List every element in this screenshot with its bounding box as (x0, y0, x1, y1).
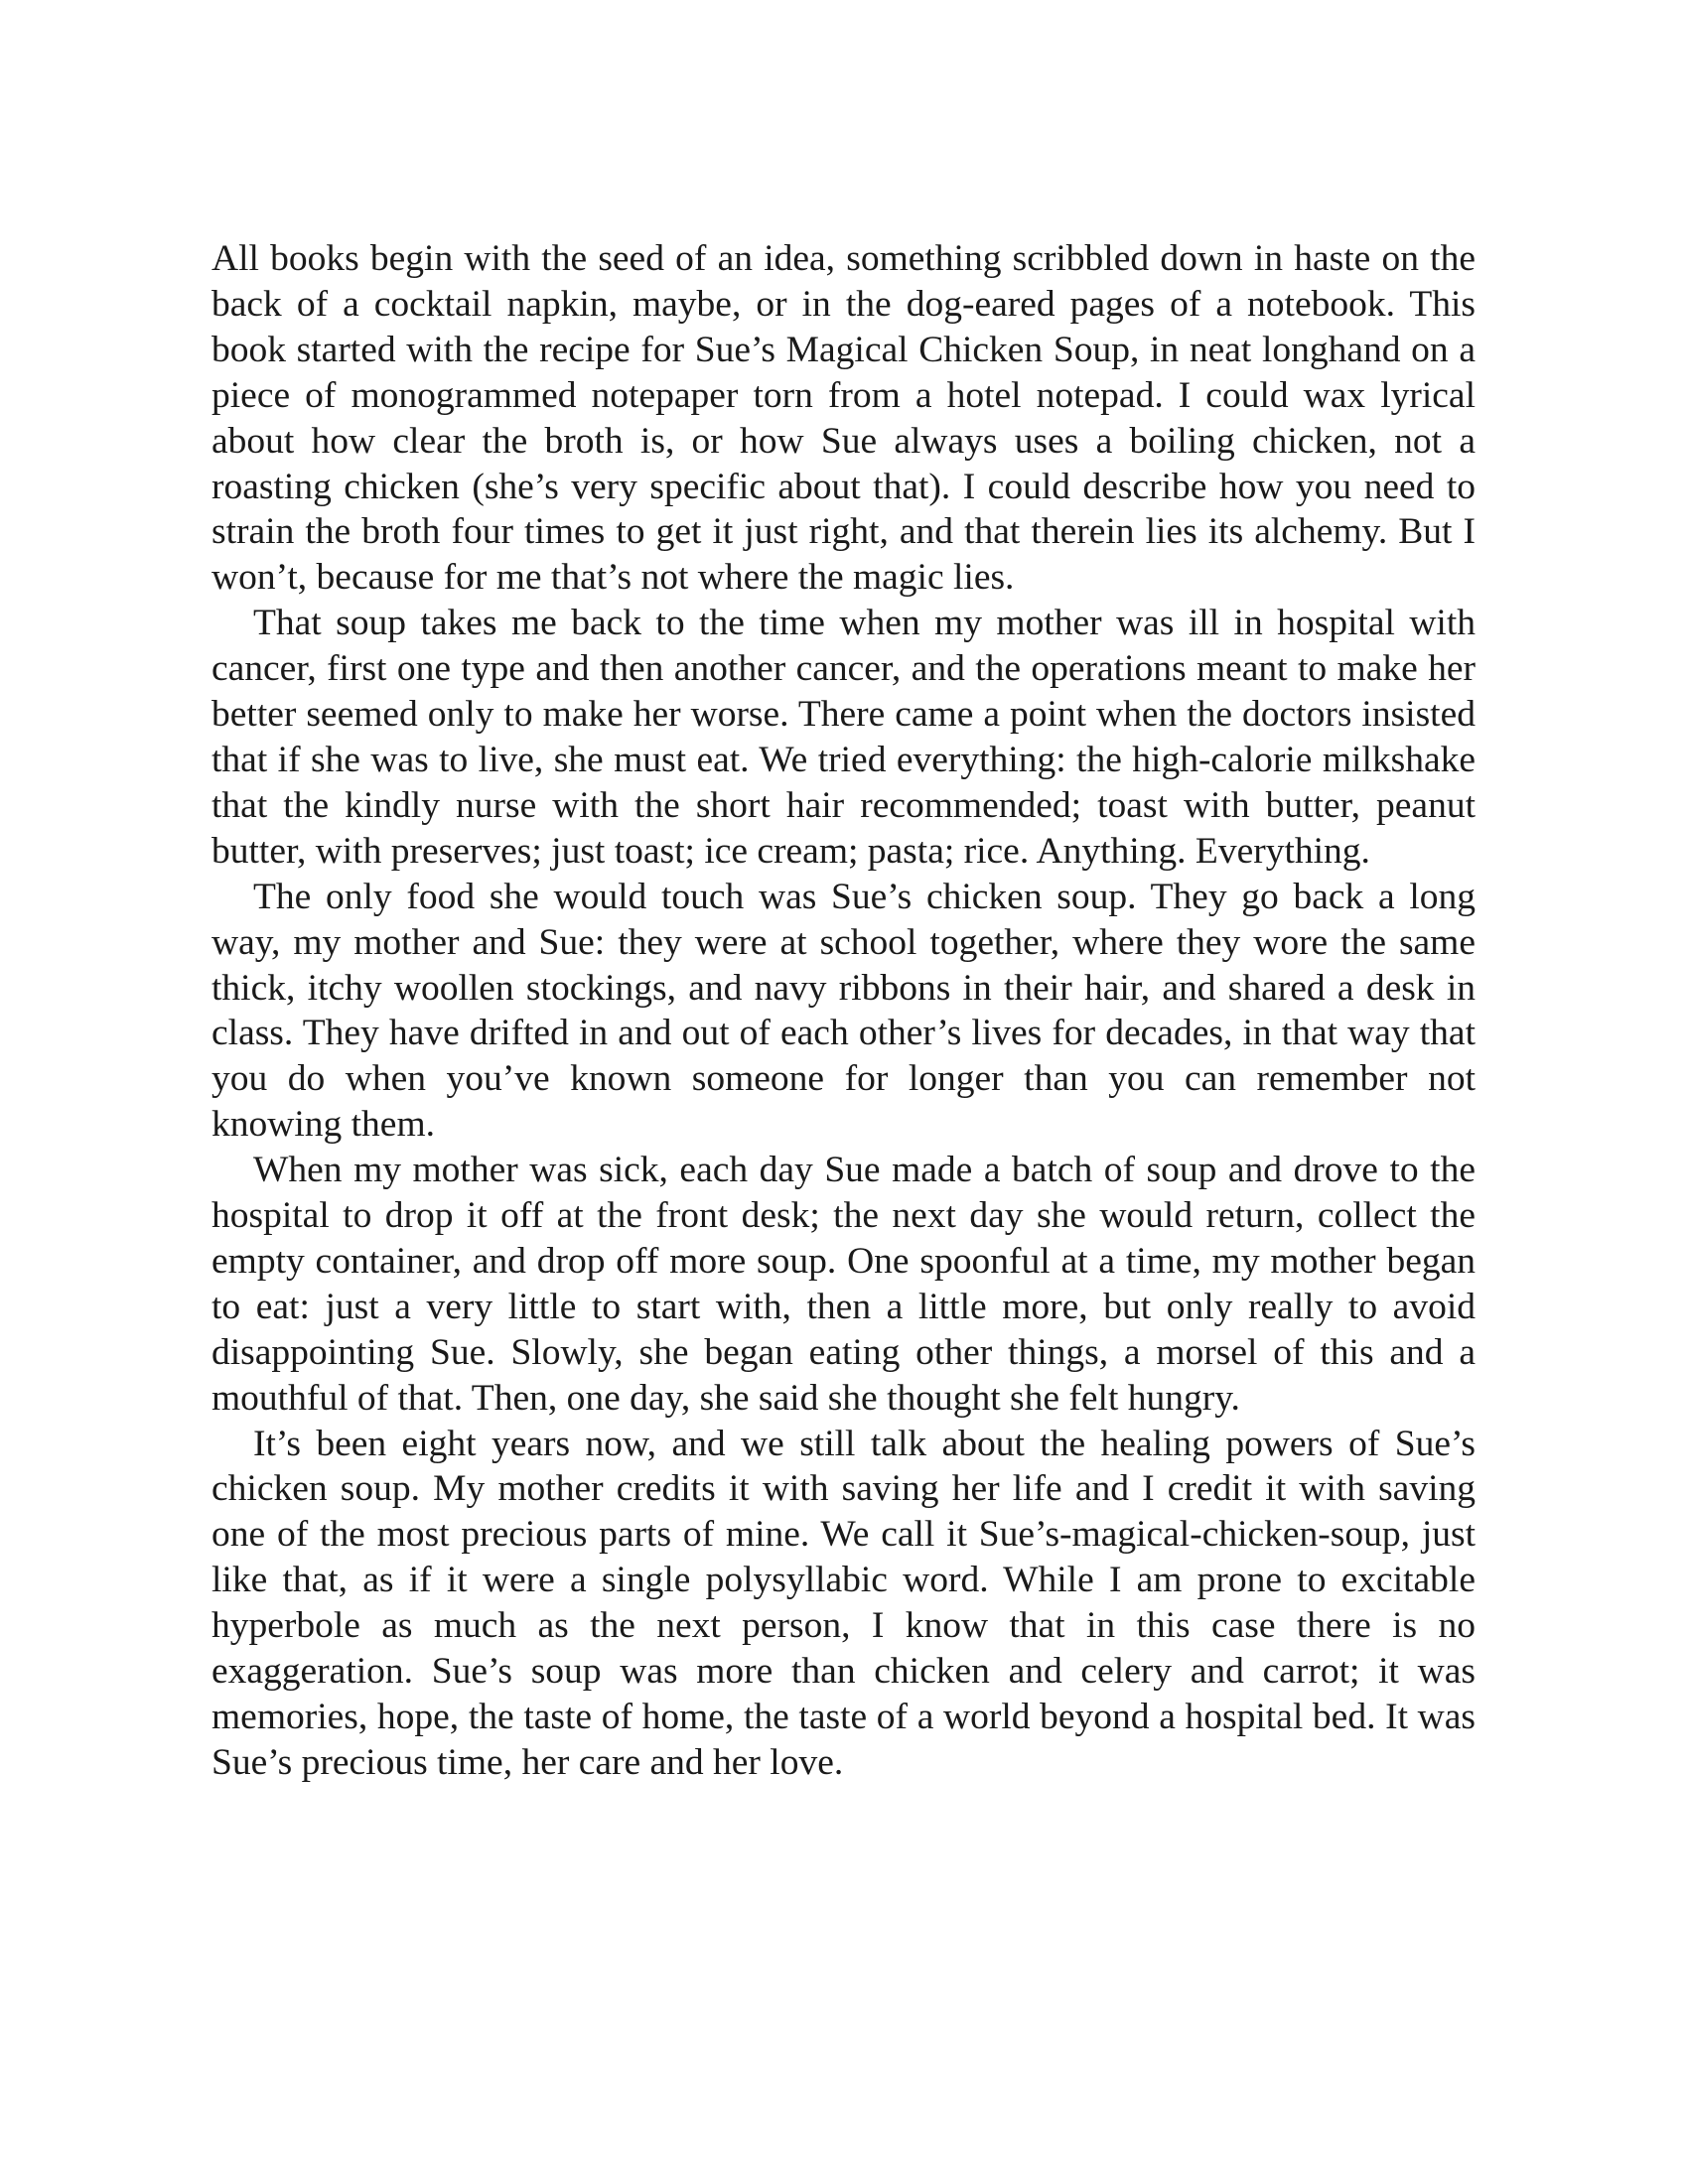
paragraph-4: When my mother was sick, each day Sue made a batch of soup and drove to the hospital to drop it off at the front desk; the next day she would return, collect the empty container, and drop off more soup. One spoonful at a time, my mother began to eat: just a very little to start with, then a little more, but only really to avoid disappointing Sue. Slowly, she began eating other things, a morsel of this and a mouthful of that. Then, one day, she said she thought she felt hungry. (211, 1150, 1476, 1419)
page-body (211, 236, 1476, 1786)
paragraph-3: The only food she would touch was Sue’s chicken soup. They go back a long way, my mother and Sue: they were at school together, where they wore the same thick, itchy woollen stockings, and navy ribbons in their hair, and shared a desk in class. They have drifted in and out of each other’s lives for decades, in that way that you do when you’ve known someone for longer than you can remember not knowing them. (211, 876, 1476, 1146)
paragraph-1: All books begin with the seed of an idea, something scribbled down in haste on the back of a cocktail napkin, maybe, or in the dog-eared pages of a notebook. This book started with the recipe for Sue’s Magical Chicken Soup, in neat longhand on a piece of monogrammed notepaper torn from a hotel notepad. I could wax lyrical about how clear the broth is, or how Sue always uses a boiling chicken, not a roasting chicken (she’s very specific about that). I could describe how you need to strain the broth four times to get it just right, and that therein lies its alchemy. But I won’t, because for me that’s not where the magic lies. (211, 238, 1476, 599)
paragraph-2: That soup takes me back to the time when my mother was ill in hospital with cancer, first one type and then another cancer, and the operations meant to make her better seemed only to make her worse. There came a point when the doctors insisted that if she was to live, she must eat. We tried everything: the high-calorie milkshake that the kindly nurse with the short hair recommended; toast with butter, peanut butter, with preserves; just toast; ice cream; pasta; rice. Anything. Everything. (211, 603, 1476, 872)
paragraph-5: It’s been eight years now, and we still talk about the healing powers of Sue’s chicken soup. My mother credits it with saving her life and I credit it with saving one of the most precious parts of mine. We call it Sue’s-magical-chicken-soup, just like that, as if it were a single polysyllabic word. While I am prone to excitable hyperbole as much as the next person, I know that in this case there is no exaggeration. Sue’s soup was more than chicken and celery and carrot; it was memories, hope, the taste of home, the taste of a world beyond a hospital bed. It was Sue’s precious time, her care and her love. (211, 1423, 1476, 1783)
